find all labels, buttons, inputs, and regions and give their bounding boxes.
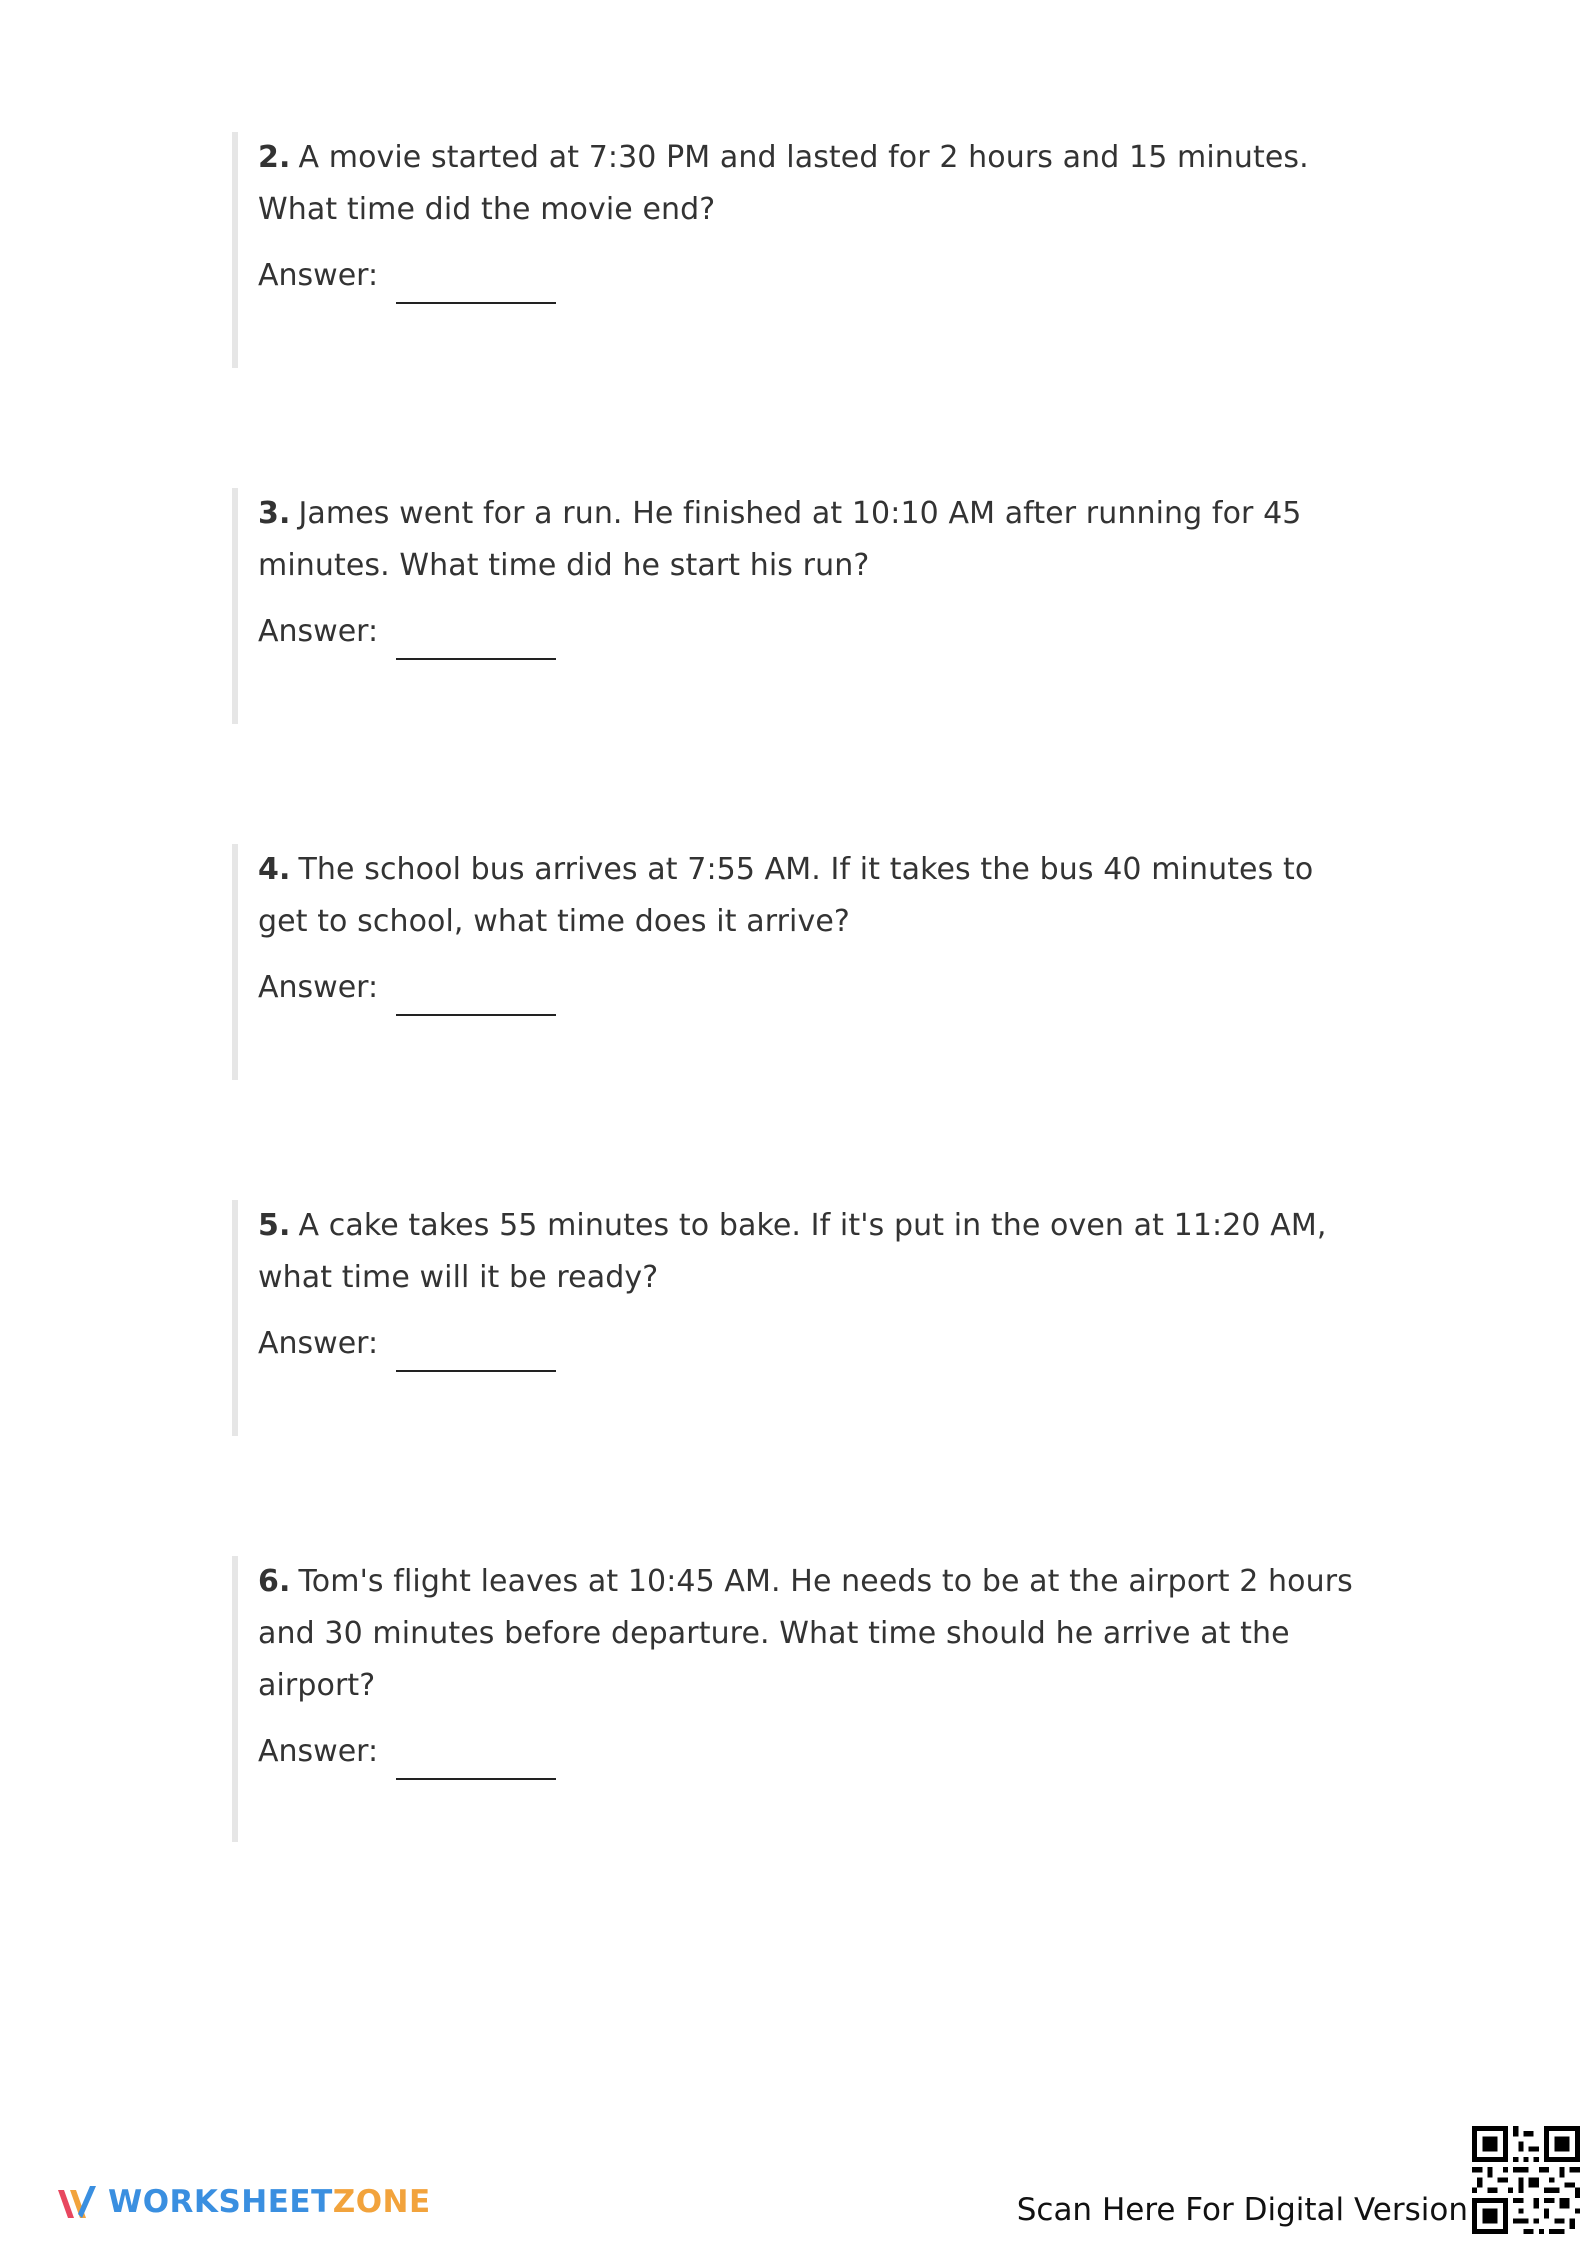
answer-blank[interactable] (396, 302, 556, 304)
question-text (258, 132, 1362, 236)
answer-label: Answer: (258, 970, 379, 1005)
question-number: 3. (258, 496, 291, 531)
answer-blank[interactable] (396, 1370, 556, 1372)
question-3 (232, 488, 1362, 724)
answer-label: Answer: (258, 1734, 379, 1769)
qr-code-icon[interactable] (1472, 2126, 1580, 2234)
question-number: 5. (258, 1208, 291, 1243)
question-text (258, 844, 1362, 948)
answer-row (258, 1324, 1362, 1364)
answer-row (258, 968, 1362, 1008)
question-text (258, 1200, 1362, 1304)
question-5 (232, 1200, 1362, 1436)
question-body: Tom's flight leaves at 10:45 AM. He needs to be at the airport 2 hours and 30 minutes before departure. What time should he arrive at the airport? (258, 1564, 1353, 1703)
question-text (258, 488, 1362, 592)
question-number: 6. (258, 1564, 291, 1599)
question-body: The school bus arrives at 7:55 AM. If it takes the bus 40 minutes to get to school, what time does it arrive? (258, 852, 1314, 939)
answer-blank[interactable] (396, 1778, 556, 1780)
answer-label: Answer: (258, 614, 379, 649)
answer-label: Answer: (258, 258, 379, 293)
scan-instruction: Scan Here For Digital Version (1016, 2192, 1468, 2228)
question-body: A movie started at 7:30 PM and lasted for 2 hours and 15 minutes. What time did the movie end? (258, 140, 1309, 227)
answer-row (258, 1732, 1362, 1772)
logo-mark-icon (56, 2180, 100, 2224)
question-6 (232, 1556, 1362, 1842)
answer-label: Answer: (258, 1326, 379, 1361)
question-body: A cake takes 55 minutes to bake. If it's put in the oven at 11:20 AM, what time will it be ready? (258, 1208, 1327, 1295)
question-text (258, 1556, 1362, 1712)
question-body: James went for a run. He finished at 10:10 AM after running for 45 minutes. What time did he start his run? (258, 496, 1302, 583)
question-number: 4. (258, 852, 291, 887)
brand-name (108, 2184, 431, 2220)
answer-row (258, 612, 1362, 652)
question-number: 2. (258, 140, 291, 175)
question-4 (232, 844, 1362, 1080)
answer-row (258, 256, 1362, 296)
brand-part-1: WORKSHEET (108, 2184, 333, 2220)
worksheetzone-logo[interactable] (56, 2180, 431, 2224)
question-2 (232, 132, 1362, 368)
brand-part-2: ZONE (332, 2184, 431, 2220)
answer-blank[interactable] (396, 1014, 556, 1016)
answer-blank[interactable] (396, 658, 556, 660)
